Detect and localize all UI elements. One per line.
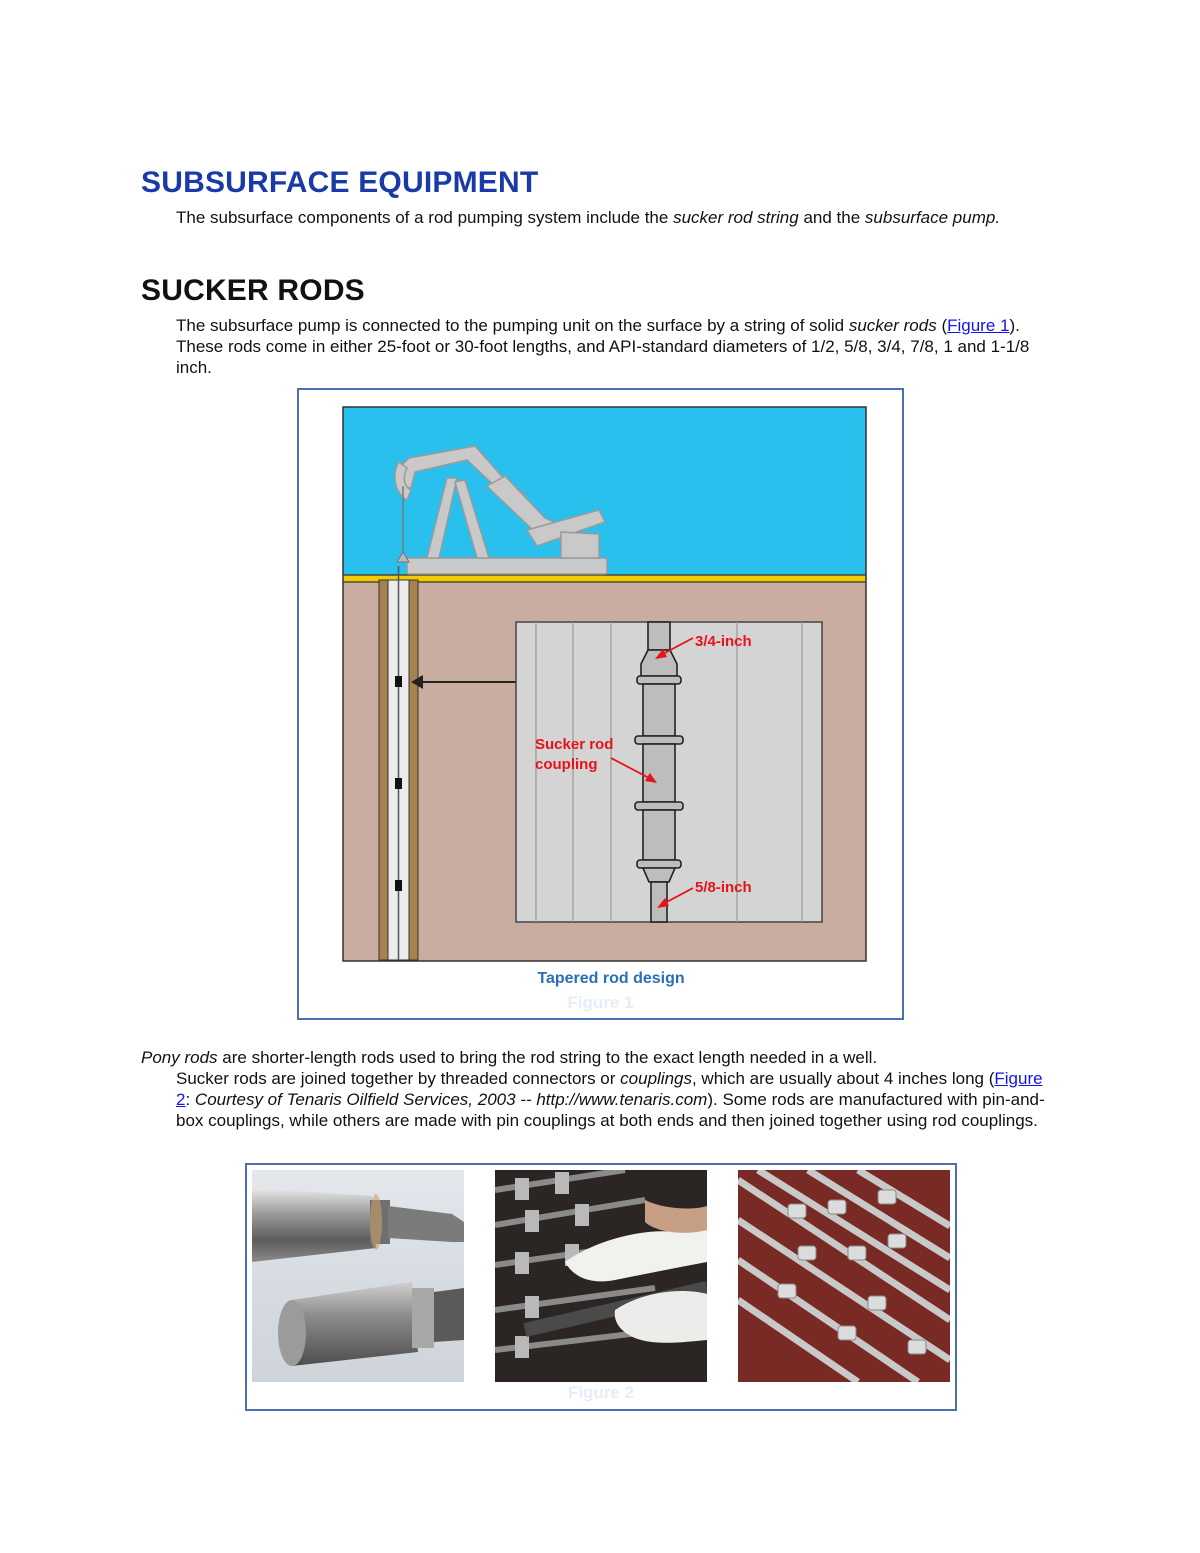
diagram-title: Tapered rod design (537, 970, 685, 987)
term-pony-rods: Pony rods (141, 1048, 218, 1067)
figure-2-frame (245, 1163, 957, 1411)
term-couplings: couplings (620, 1069, 692, 1088)
pony-rods-paragraph (141, 1047, 1061, 1068)
subsurface-intro (176, 207, 1056, 228)
pony-text: are shorter-length rods used to bring the rod string to the exact length needed in a well. (217, 1048, 878, 1067)
term-sucker-rod-string: sucker rod string (673, 208, 799, 227)
label-sucker-rod: Sucker rod (535, 736, 614, 753)
rod-end-photo (252, 1170, 464, 1382)
couplings-paragraph (176, 1068, 1056, 1131)
tapered-rod-diagram (299, 390, 902, 1018)
coupling-marker (395, 880, 402, 891)
label-5-8-inch: 5/8-inch (695, 879, 752, 896)
figure-2-link[interactable]: Figure 2 (176, 1069, 1043, 1109)
coupling-marker (395, 778, 402, 789)
figure-1-caption: Figure 1 (567, 993, 634, 1012)
intro-mid: and the (798, 208, 865, 227)
heading-subsurface-equipment: SUBSURFACE EQUIPMENT (141, 166, 539, 199)
figure-1-link[interactable]: Figure 1 (947, 316, 1010, 335)
p1-rest: ). These rods come in either 25-foot or 30-foot lengths, and API-standard diameters of 1/2, 5/8, 3/4, 7/8, 1 and 1-1/8 inch. (176, 316, 1030, 377)
p1-text: The subsurface pump is connected to the pumping unit on the surface by a string of solid (176, 316, 849, 335)
coupling-marker (395, 676, 402, 687)
intro-end: . (995, 208, 1001, 227)
couplings-rest: ). Some rods are manufactured with pin-and-box couplings, while others are made with pin couplings at both ends and then joined together using rod couplings. (176, 1090, 1045, 1130)
label-3-4-inch: 3/4-inch (695, 633, 752, 650)
rod-handling-photo (495, 1170, 707, 1382)
tenaris-credit: Courtesy of Tenaris Oilfield Services, 2003 -- http://www.tenaris.com (194, 1090, 708, 1109)
heading-sucker-rods: SUCKER RODS (141, 274, 365, 307)
label-coupling: coupling (535, 756, 598, 773)
couplings-colon: : (185, 1090, 195, 1109)
surface-line (343, 575, 866, 582)
couplings-text: Sucker rods are joined together by threaded connectors or (176, 1069, 621, 1088)
intro-text: The subsurface components of a rod pumping system include the (176, 208, 674, 227)
sky (343, 407, 866, 577)
rod-stack-photo (738, 1170, 950, 1382)
casing-right (409, 580, 418, 960)
term-subsurface-pump: subsurface pump (864, 208, 996, 227)
term-sucker-rods: sucker rods (848, 316, 937, 335)
figure-1-frame (297, 388, 904, 1020)
p1-open: ( (936, 316, 948, 335)
figure-2-caption: Figure 2 (567, 1383, 635, 1402)
sucker-rods-paragraph (176, 315, 1056, 378)
casing-left (379, 580, 388, 960)
couplings-mid: , which are usually about 4 inches long ( (691, 1069, 995, 1088)
